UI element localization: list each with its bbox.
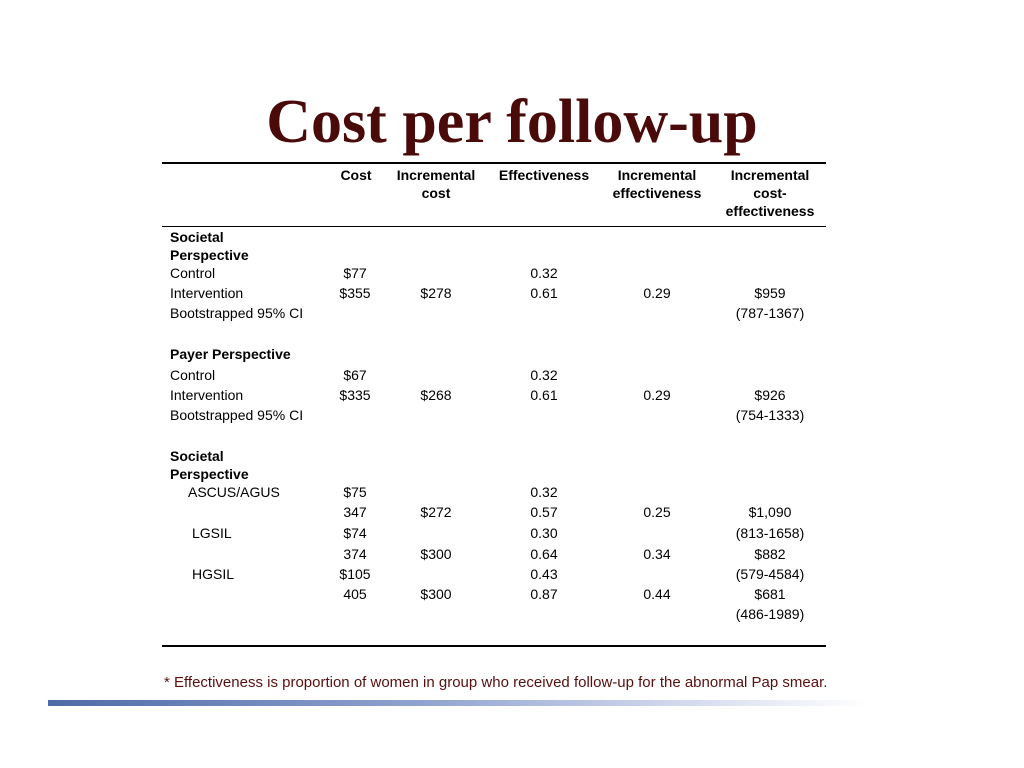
cell-icer: (486-1989) bbox=[735, 606, 805, 622]
cell-cost: 374 bbox=[343, 546, 367, 562]
cell-effectiveness: 0.64 bbox=[530, 546, 558, 562]
cell-incremental-effectiveness: 0.44 bbox=[643, 586, 671, 602]
cell-icer: $882 bbox=[754, 546, 786, 562]
cell-cost: $105 bbox=[339, 566, 371, 582]
cell-effectiveness: 0.87 bbox=[530, 586, 558, 602]
header-effectiveness: Effectiveness bbox=[498, 167, 590, 183]
cell-icer: $926 bbox=[754, 387, 786, 403]
cell-effectiveness: 0.61 bbox=[530, 285, 558, 301]
header-text-line: cost- bbox=[753, 185, 787, 201]
cell-incremental-cost: $300 bbox=[420, 586, 452, 602]
cell-incremental-cost: $272 bbox=[420, 504, 452, 520]
row-label: HGSIL bbox=[192, 566, 235, 582]
header-text-line: Incremental bbox=[617, 167, 697, 183]
header-incremental-effectiveness bbox=[600, 166, 714, 202]
cell-cost: $74 bbox=[343, 525, 367, 541]
header-text-line: Incremental bbox=[396, 167, 476, 183]
cell-icer: $681 bbox=[754, 586, 786, 602]
cell-effectiveness: 0.30 bbox=[530, 525, 558, 541]
cell-incremental-effectiveness: 0.25 bbox=[643, 504, 671, 520]
table-header-rule bbox=[162, 226, 826, 227]
section-text-line: Societal bbox=[170, 229, 224, 245]
table-top-rule bbox=[162, 162, 826, 164]
cell-effectiveness: 0.57 bbox=[530, 504, 558, 520]
cell-effectiveness: 0.32 bbox=[530, 484, 558, 500]
header-cost: Cost bbox=[340, 167, 372, 183]
section-heading-payer: Payer Perspective bbox=[170, 346, 291, 362]
cell-icer: $959 bbox=[754, 285, 786, 301]
cell-incremental-effectiveness: 0.34 bbox=[643, 546, 671, 562]
section-heading-societal bbox=[170, 447, 249, 483]
cell-incremental-cost: $278 bbox=[420, 285, 452, 301]
cell-incremental-effectiveness: 0.29 bbox=[643, 387, 671, 403]
cell-icer: $1,090 bbox=[748, 504, 792, 520]
cell-incremental-cost: $300 bbox=[420, 546, 452, 562]
header-text-line: Incremental bbox=[730, 167, 810, 183]
header-text-line: effectiveness bbox=[725, 203, 815, 219]
header-text-line: effectiveness bbox=[612, 185, 702, 201]
cell-effectiveness: 0.32 bbox=[530, 265, 558, 281]
cell-effectiveness: 0.61 bbox=[530, 387, 558, 403]
header-incremental-cost bbox=[386, 166, 486, 202]
section-text-line: Perspective bbox=[170, 247, 249, 263]
header-text-line: cost bbox=[421, 185, 451, 201]
row-label: LGSIL bbox=[192, 525, 232, 541]
cell-cost: 347 bbox=[343, 504, 367, 520]
cell-icer: (813-1658) bbox=[735, 525, 805, 541]
cell-icer: (754-1333) bbox=[735, 407, 805, 423]
decorative-gradient-bar bbox=[48, 700, 868, 706]
cell-effectiveness: 0.43 bbox=[530, 566, 558, 582]
row-label: Control bbox=[170, 265, 216, 281]
header-icer bbox=[714, 166, 826, 220]
section-text-line: Societal bbox=[170, 448, 224, 464]
cell-icer: (579-4584) bbox=[735, 566, 805, 582]
row-label: Control bbox=[170, 367, 216, 383]
cell-cost: $77 bbox=[343, 265, 367, 281]
cell-cost: $335 bbox=[339, 387, 371, 403]
cell-cost: $75 bbox=[343, 484, 367, 500]
section-text-line: Perspective bbox=[170, 466, 249, 482]
cell-incremental-effectiveness: 0.29 bbox=[643, 285, 671, 301]
slide-title: Cost per follow-up bbox=[266, 88, 758, 156]
table-bottom-rule bbox=[162, 645, 826, 647]
cell-effectiveness: 0.32 bbox=[530, 367, 558, 383]
section-heading-societal bbox=[170, 228, 249, 264]
row-label: Bootstrapped 95% CI bbox=[170, 305, 304, 321]
row-label: ASCUS/AGUS bbox=[188, 484, 280, 500]
footnote: * Effectiveness is proportion of women in group who received follow-up for the abnormal Pap smear. bbox=[164, 674, 828, 691]
row-label: Bootstrapped 95% CI bbox=[170, 407, 304, 423]
cell-cost: $355 bbox=[339, 285, 371, 301]
cell-cost: 405 bbox=[343, 586, 367, 602]
cell-cost: $67 bbox=[343, 367, 367, 383]
row-label: Intervention bbox=[170, 387, 244, 403]
row-label: Intervention bbox=[170, 285, 244, 301]
cell-icer: (787-1367) bbox=[735, 305, 805, 321]
cell-incremental-cost: $268 bbox=[420, 387, 452, 403]
